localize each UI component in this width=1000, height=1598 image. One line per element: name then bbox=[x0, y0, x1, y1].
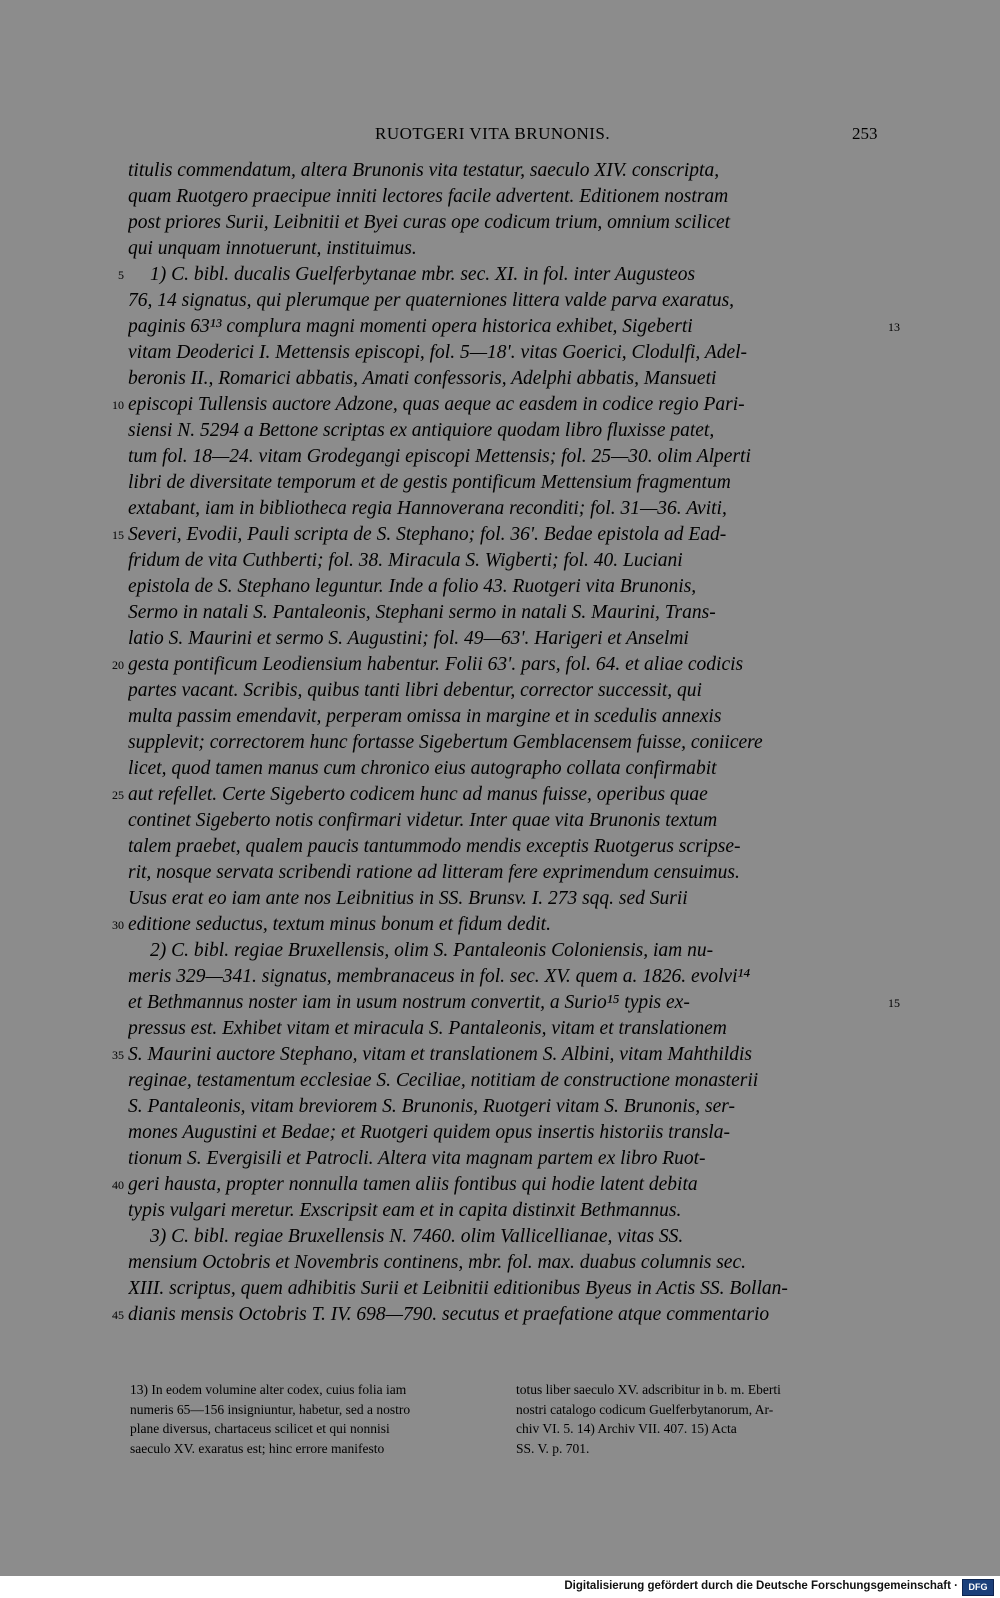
text-line: editione seductus, textum minus bonum et fidum dedit. bbox=[128, 914, 551, 935]
line-number-right: 15 bbox=[888, 996, 900, 1010]
text-line: post priores Surii, Leibnitii et Byei curas ope codicum trium, omnium scilicet bbox=[128, 212, 731, 233]
text-line: talem praebet, qualem paucis tantummodo mendis exceptis Ruotgerus scripse- bbox=[128, 836, 741, 857]
footer-bar bbox=[0, 1576, 1000, 1598]
footnote-line: 13) In eodem volumine alter codex, cuius folia iam bbox=[130, 1382, 407, 1397]
footer-credit: Digitalisierung gefördert durch die Deutsche Forschungsgemeinschaft · bbox=[564, 1580, 958, 1592]
footnote-line: chiv VI. 5. 14) Archiv VII. 407. 15) Acta bbox=[516, 1421, 737, 1436]
text-line: geri hausta, propter nonnulla tamen aliis fontibus qui hodie latent debita bbox=[128, 1174, 698, 1195]
text-line: partes vacant. Scribis, quibus tanti libri debentur, corrector successit, qui bbox=[128, 680, 702, 701]
line-number-left: 30 bbox=[112, 918, 124, 932]
line-number-left: 25 bbox=[112, 788, 124, 802]
footnotes-right-column bbox=[516, 1380, 886, 1458]
line-number-left: 10 bbox=[112, 398, 124, 412]
text-line: mones Augustini et Bedae; et Ruotgeri quidem opus insertis historiis transla- bbox=[128, 1122, 730, 1143]
text-line: gesta pontificum Leodiensium habentur. Folii 63'. pars, fol. 64. et aliae codicis bbox=[128, 654, 744, 675]
text-line: typis vulgari meretur. Exscripsit eam et in capita distinxit Bethmannus. bbox=[128, 1200, 682, 1221]
text-line: pressus est. Exhibet vitam et miracula S. Pantaleonis, vitam et translationem bbox=[128, 1018, 727, 1039]
text-line: mensium Octobris et Novembris continens, mbr. fol. max. duabus columnis sec. bbox=[128, 1252, 746, 1273]
text-line: et Bethmannus noster iam in usum nostrum convertit, a Surio¹⁵ typis ex- bbox=[128, 992, 690, 1013]
text-line: paginis 63¹³ complura magni momenti opera historica exhibet, Sigeberti bbox=[128, 316, 693, 337]
text-line: Usus erat eo iam ante nos Leibnitius in SS. Brunsv. I. 273 sqq. sed Surii bbox=[128, 888, 688, 909]
text-line: epistola de S. Stephano leguntur. Inde a folio 43. Ruotgeri vita Brunonis, bbox=[128, 576, 697, 597]
line-number-left: 15 bbox=[112, 528, 124, 542]
text-line: extabant, iam in bibliotheca regia Hannoverana reconditi; fol. 31—36. Aviti, bbox=[128, 498, 727, 519]
text-line: aut refellet. Certe Sigeberto codicem hunc ad manus fuisse, operibus quae bbox=[128, 784, 708, 805]
line-number-right: 13 bbox=[888, 320, 900, 334]
text-line: meris 329—341. signatus, membranaceus in fol. sec. XV. quem a. 1826. evolvi¹⁴ bbox=[128, 966, 751, 987]
text-line: latio S. Maurini et sermo S. Augustini; fol. 49—63'. Harigeri et Anselmi bbox=[128, 628, 689, 649]
line-number-left: 40 bbox=[112, 1178, 124, 1192]
text-line: beronis II., Romarici abbatis, Amati confessoris, Adelphi abbatis, Mansueti bbox=[128, 368, 717, 389]
page-header bbox=[0, 124, 1000, 146]
text-line: 3) C. bibl. regiae Bruxellensis N. 7460. olim Vallicellianae, vitas SS. bbox=[150, 1226, 684, 1247]
footnote-line: plane diversus, chartaceus scilicet et qui nonnisi bbox=[130, 1421, 390, 1436]
text-line: Severi, Evodii, Pauli scripta de S. Stephano; fol. 36'. Bedae epistola ad Ead- bbox=[128, 524, 727, 545]
text-line: 76, 14 signatus, qui plerumque per quaterniones littera valde parva exaratus, bbox=[128, 290, 735, 311]
text-line: quam Ruotgero praecipue inniti lectores facile advertent. Editionem nostram bbox=[128, 186, 729, 207]
text-line: vitam Deoderici I. Mettensis episcopi, fol. 5—18'. vitas Goerici, Clodulfi, Adel- bbox=[128, 342, 748, 363]
text-line: supplevit; correctorem hunc fortasse Sigebertum Gemblacensem fuisse, coniicere bbox=[128, 732, 763, 753]
text-line: libri de diversitate temporum et de gestis pontificum Mettensium fragmentum bbox=[128, 472, 731, 493]
text-line: continet Sigeberto notis confirmari videtur. Inter quae vita Brunonis textum bbox=[128, 810, 718, 831]
text-line: reginae, testamentum ecclesiae S. Ceciliae, notitiam de constructione monasterii bbox=[128, 1070, 759, 1091]
footnotes-left-column bbox=[130, 1380, 500, 1458]
text-line: tum fol. 18—24. vitam Grodegangi episcopi Mettensis; fol. 25—30. olim Alperti bbox=[128, 446, 751, 467]
text-line: S. Maurini auctore Stephano, vitam et translationem S. Albini, vitam Mahthildis bbox=[128, 1044, 752, 1065]
text-line: XIII. scriptus, quem adhibitis Surii et Leibnitii editionibus Byeus in Actis SS. Bollan- bbox=[128, 1278, 788, 1299]
text-line: S. Pantaleonis, vitam breviorem S. Brunonis, Ruotgeri vitam S. Brunonis, ser- bbox=[128, 1096, 735, 1117]
footnote-line: numeris 65—156 insigniuntur, habetur, sed a nostro bbox=[130, 1401, 411, 1417]
text-line: qui unquam innotuerunt, instituimus. bbox=[128, 238, 417, 259]
footnote-line: saeculo XV. exaratus est; hinc errore manifesto bbox=[130, 1440, 385, 1456]
running-title: RUOTGERI VITA BRUNONIS. bbox=[375, 124, 611, 143]
text-line: dianis mensis Octobris T. IV. 698—790. secutus et praefatione atque commentario bbox=[128, 1304, 770, 1325]
text-line: fridum de vita Cuthberti; fol. 38. Miracula S. Wigberti; fol. 40. Luciani bbox=[128, 550, 683, 571]
text-line: siensi N. 5294 a Bettone scriptas ex antiquiore quodam libro fluxisse patet, bbox=[128, 420, 715, 441]
text-line: rit, nosque servata scribendi ratione ad litteram fere exprimendum censuimus. bbox=[128, 862, 740, 883]
dfg-logo-icon: DFG bbox=[962, 1579, 994, 1596]
line-number-left: 45 bbox=[112, 1308, 124, 1322]
text-line: multa passim emendavit, perperam omissa in margine et in scedulis annexis bbox=[128, 706, 722, 727]
text-line: 1) C. bibl. ducalis Guelferbytanae mbr. sec. XI. in fol. inter Augusteos bbox=[150, 264, 696, 285]
text-line: Sermo in natali S. Pantaleonis, Stephani sermo in natali S. Maurini, Trans- bbox=[128, 602, 716, 623]
line-number-left: 5 bbox=[118, 268, 124, 282]
footnote-line: SS. V. p. 701. bbox=[516, 1440, 590, 1456]
text-line: 2) C. bibl. regiae Bruxellensis, olim S. Pantaleonis Coloniensis, iam nu- bbox=[150, 940, 714, 961]
text-line: titulis commendatum, altera Brunonis vita testatur, saeculo XIV. conscripta, bbox=[128, 160, 720, 181]
text-line: episcopi Tullensis auctore Adzone, quas aeque ac easdem in codice regio Pari- bbox=[128, 394, 745, 415]
line-number-left: 35 bbox=[112, 1048, 124, 1062]
text-line: tionum S. Evergisili et Patrocli. Altera vita magnam partem ex libro Ruot- bbox=[128, 1148, 706, 1169]
footnote-line: totus liber saeculo XV. adscribitur in b. m. Eberti bbox=[516, 1382, 781, 1397]
page-number: 253 bbox=[852, 124, 878, 143]
footnote-line: nostri catalogo codicum Guelferbytanorum, Ar- bbox=[516, 1401, 774, 1417]
text-line: licet, quod tamen manus cum chronico eius autographo collata confirmabit bbox=[128, 758, 717, 779]
line-number-left: 20 bbox=[112, 658, 124, 672]
